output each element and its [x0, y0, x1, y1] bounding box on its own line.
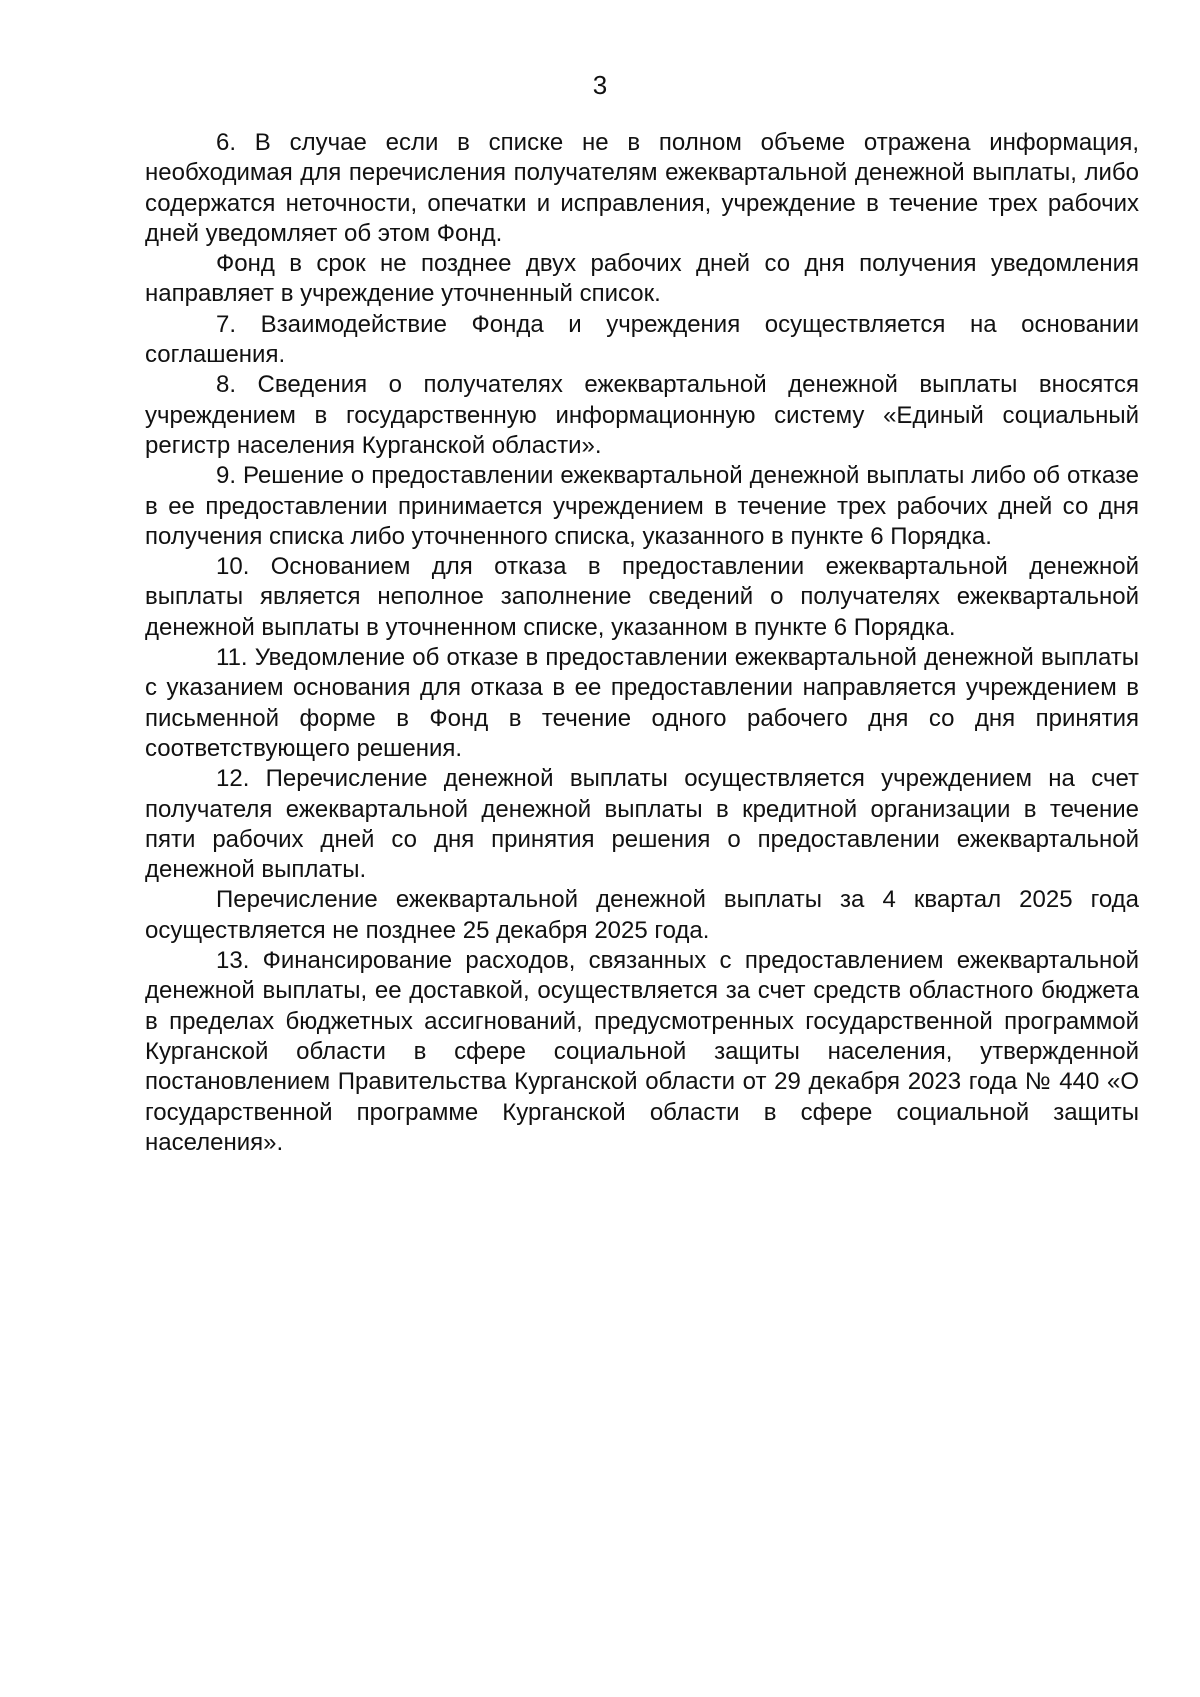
paragraph-8: 8. Сведения о получателях ежеквартальной денежной выплаты вносятся учреждением в государственную информационную систему «Единый социальный регистр населения Курганской области».	[145, 371, 1139, 459]
page-number: 3	[592, 70, 608, 100]
paragraph-10: 10. Основанием для отказа в предоставлении ежеквартальной денежной выплаты является неполное заполнение сведений о получателях ежеквартальной денежной выплаты в уточненном списке, указанном в пункте 6 Порядка.	[145, 553, 1139, 641]
paragraph-6: 6. В случае если в списке не в полном объеме отражена информация, необходимая для перечисления получателям ежеквартальной денежной выплаты, либо содержатся неточности, опечатки и исправления, учреждение в течение трех рабочих дней уведомляет об этом Фонд.	[145, 129, 1139, 247]
paragraph-12-continuation: Перечисление ежеквартальной денежной выплаты за 4 квартал 2025 года осуществляется не позднее 25 декабря 2025 года.	[145, 886, 1139, 944]
document-body	[145, 128, 1139, 1158]
paragraph-9: 9. Решение о предоставлении ежеквартальной денежной выплаты либо об отказе в ее предоставлении принимается учреждением в течение трех рабочих дней со дня получения списка либо уточненного списка, указанного в пункте 6 Порядка.	[145, 462, 1139, 550]
paragraph-13: 13. Финансирование расходов, связанных с предоставлением ежеквартальной денежной выплаты, ее доставкой, осуществляется за счет средств областного бюджета в пределах бюджетных ассигнований, предусмотренных государственной программой Курганской области в сфере социальной защиты населения, утвержденной постановлением Правительства Курганской области от 29 декабря 2023 года № 440 «О государственной программе Курганской области в сфере социальной защиты населения».	[145, 947, 1139, 1156]
paragraph-7: 7. Взаимодействие Фонда и учреждения осуществляется на основании соглашения.	[145, 310, 1139, 369]
paragraph-12: 12. Перечисление денежной выплаты осуществляется учреждением на счет получателя ежеквартальной денежной выплаты в кредитной организации в течение пяти рабочих дней со дня принятия решения о предоставлении ежеквартальной денежной выплаты.	[145, 765, 1139, 884]
paragraph-11: 11. Уведомление об отказе в предоставлении ежеквартальной денежной выплаты с указанием основания для отказа в ее предоставлении направляется учреждением в письменной форме в Фонд в течение одного рабочего дня со дня принятия соответствующего решения.	[145, 644, 1139, 762]
paragraph-6-continuation: Фонд в срок не позднее двух рабочих дней со дня получения уведомления направляет в учреждение уточненный список.	[145, 250, 1139, 308]
